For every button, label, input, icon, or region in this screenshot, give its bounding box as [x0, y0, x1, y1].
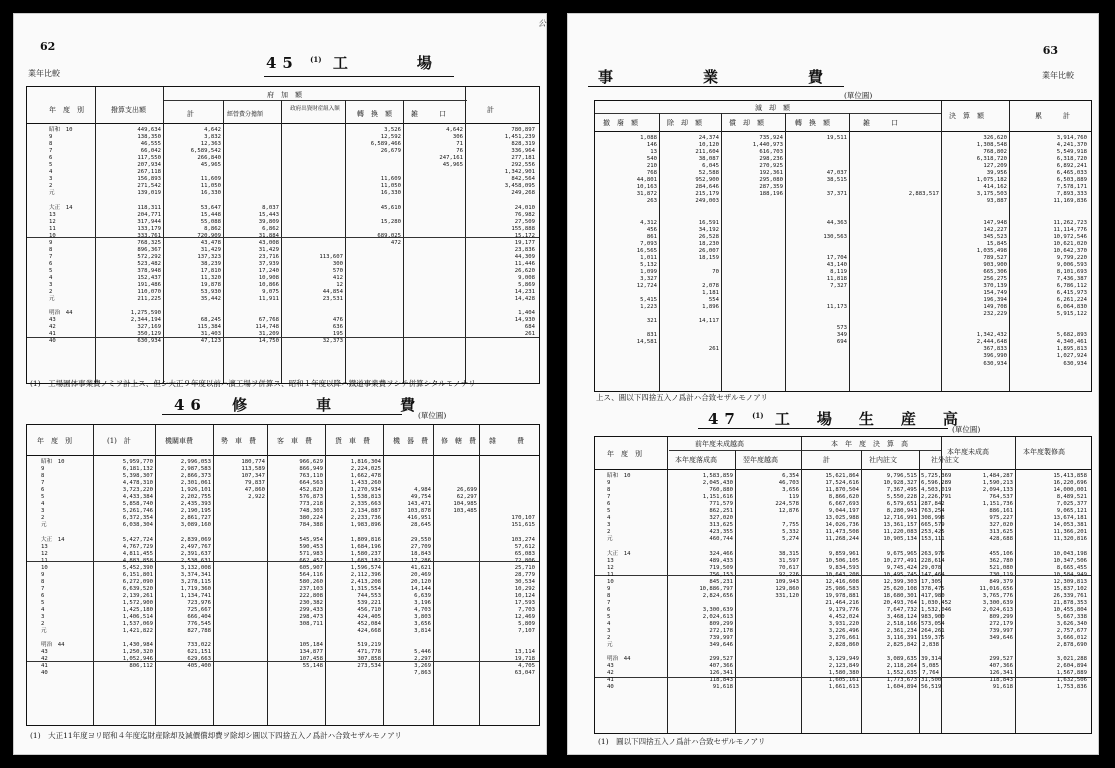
table-46-title — [174, 394, 421, 415]
data-column: 5,959,770 6,181,132 5,398,307 4,478,310 3,723,220 4,433,384 5,858,740 5,261,746 6,372,354 6,038,304 5,427,724 4,767,729 4,811,455 4,883,858 5,452,390 6,151,801 6,272,090 6,639,520 2,139,261 1,572,900 1,425,180 1,406,514 1,537,069 1,421,822 1,430,984 1,250,320 1,052,946 806,112 — [122, 459, 153, 670]
title-underline — [162, 414, 402, 415]
col-header-year: 年 度 別 — [49, 106, 84, 114]
col-header-year: 年 度 別 — [607, 450, 642, 458]
data-column: 5,725,369 6,596,289 4,503,019 2,226,791 287,842 763,254 308,998 665,579 253,425 153,111 263,976 228,614 29,078 147,464 17,305 378,475 417,980 1,030,452 1,532,046 983,900 573,054 264,261 159,375 2,838 39,314 5,085 7,764 31,500 56,519 — [921, 473, 952, 691]
col-header-4: 政府出資財産組入額 — [290, 106, 340, 112]
col-rule — [659, 113, 660, 391]
col-header-3: 計 — [823, 456, 830, 464]
col-rule — [155, 425, 156, 725]
data-column: 8,037 15,443 39,809 6,862 31,884 43,008 31,429 23,716 37,939 17,240 10,908 10,866 9,075 11,911 67,768 114,748 31,209 14,750 — [255, 204, 279, 345]
group-header: 府 加 額 — [267, 91, 302, 99]
col-header-6: 雑 口 — [411, 110, 446, 118]
year-column: 昭和 10 9 8 7 6 5 4 3 2 元 大正 14 13 12 11 10 9 8 7 6 5 4 3 2 元 明治 44 43 42 41 40 — [49, 127, 73, 345]
data-column: 1,816,304 2,224,025 1,662,478 1,433,260 1,270,934 1,538,813 2,335,663 2,134,887 2,233,736 1,983,896 1,809,816 1,684,196 1,580,237 1,683,182 1,596,574 2,112,396 2,413,208 1,315,554 744,553 539,221 456,710 424,405 452,084 424,668 519,219 471,778 307,858 273,534 — [350, 459, 381, 670]
page-number-left: 62 — [40, 40, 56, 53]
col-rule — [721, 113, 722, 391]
data-column: 2,996,053 2,987,583 2,866,373 2,301,061 1,926,101 2,202,755 2,435,393 2,190,195 2,861,727 3,089,160 2,839,069 2,497,767 2,391,637 2,538,631 3,132,008 3,374,341 3,278,115 1,719,360 1,134,741 723,976 725,667 666,404 776,545 827,788 733,022 621,151 629,663 405,400 — [180, 459, 211, 670]
col-rule — [919, 450, 920, 733]
col-rule — [785, 113, 786, 391]
page-number-right: 63 — [1042, 44, 1058, 57]
title-underline — [588, 86, 844, 87]
col-header-g: 累 計 — [1035, 112, 1070, 120]
col-rule — [735, 450, 736, 733]
data-column: 24,374 10,120 211,604 38,087 6,045 52,588 952,900 284,646 215,179 249,003 16,591 34,192 26,528 18,230 26,007 18,159 70 2,078 1,181 554 1,896 14,117 261 — [695, 135, 719, 353]
col-rule — [433, 425, 434, 725]
col-rule — [163, 87, 164, 383]
col-header-b: 除 却 額 — [667, 119, 702, 127]
col-rule — [849, 113, 850, 391]
title-underline — [698, 428, 948, 429]
data-column: 4,642 306 71 76 247,161 45,965 — [439, 127, 463, 169]
col-header-7: 本年度製修高 — [1023, 448, 1065, 456]
data-column: 15,621,864 17,524,616 11,870,504 8,866,620 6,667,693 9,044,197 13,025,988 14,026,736 11,473,508 11,268,244 9,859,961 10,506,105 9,834,593 10,643,208 12,416,608 25,986,583 19,978,881 21,464,216 9,179,776 4,452,024 3,931,220 3,226,496 3,276,661 2,828,860 3,129,949 2,123,849 1,580,380 1,605,161 1,661,613 — [825, 473, 859, 691]
table-45-title-text: 工 場 — [332, 54, 438, 72]
table-45-footnote-mark: (1) — [310, 55, 322, 64]
col-rule — [403, 100, 404, 383]
year-column: 昭和 10 9 8 7 6 5 4 3 2 元 大正 14 13 12 11 10 9 8 7 6 5 4 3 2 元 明治 44 43 42 41 40 — [607, 473, 631, 691]
right-page — [568, 14, 1098, 754]
col-rule — [345, 100, 346, 383]
col-rule — [667, 437, 668, 733]
data-column: 3,526 12,592 6,589,466 26,679 11,609 11,050 16,330 45,610 15,280 689,025 472 — [370, 127, 401, 246]
subtitle-right: 業年比較 — [1042, 71, 1074, 80]
header-divider — [669, 450, 941, 451]
data-column: 4,642 3,832 12,363 6,589,542 266,840 45,965 11,609 11,050 16,330 53,647 15,448 55,088 8,862 720,909 43,478 31,429 137,323 38,239 17,810 11,320 19,878 53,930 35,442 68,245 115,384 31,403 47,123 — [190, 127, 221, 345]
data-column: 170,107 151,615 103,274 57,612 65,083 72,806 25,710 28,779 30,534 10,292 10,124 17,593 7,703 12,469 5,809 7,107 13,114 19,718 4,705 63,047 — [511, 515, 535, 677]
data-column: 180,774 113,589 107,347 79,837 47,860 2,922 — [241, 459, 265, 501]
data-column: 1,583,859 2,045,430 760,880 1,151,616 771,579 862,251 327,020 313,625 423,355 460,744 324,466 489,433 719,509 756,153 845,231 10,886,797 2,824,656 3,300,639 2,024,613 809,299 272,178 739,997 349,646 299,527 407,366 126,341 118,843 91,618 — [699, 473, 733, 691]
data-column: 9,796,515 10,928,327 7,367,495 5,550,228 6,579,651 8,280,943 12,716,991 13,361,157 11,220,083 10,905,134 9,675,965 10,277,491 9,745,424 10,495,745 12,399,303 25,620,108 18,680,301 20,493,764 7,647,732 3,468,124 2,518,166 2,361,234 3,116,391 2,825,842 3,089,635 2,118,264 1,552,635 1,773,673 1,604,894 — [883, 473, 917, 691]
col-header-c: 償 却 額 — [729, 119, 764, 127]
group-header-2: 本 年 度 決 算 高 — [831, 440, 908, 448]
col-header-year: 年 度 別 — [37, 437, 72, 445]
col-rule — [213, 425, 214, 725]
continued-table-title: 事 業 費 — [598, 68, 844, 86]
group-header: 減 却 額 — [755, 104, 790, 112]
table-45-title — [266, 52, 438, 73]
continued-footnote: 上ス、圓以下四捨五入ノ爲計ハ合致セザルモノアリ — [596, 393, 768, 402]
col-header-d: 轉 換 額 — [795, 119, 830, 127]
col-rule — [267, 425, 268, 725]
col-header-1: (1) 計 — [107, 437, 131, 445]
data-column: 735,924 1,440,973 616,703 298,236 270,925 192,361 295,080 287,359 188,196 — [752, 135, 783, 198]
data-column: 26,699 62,297 104,985 103,485 — [453, 487, 477, 515]
data-column: 6,354 46,703 3,656 119 224,578 12,876 7,755 5,332 5,274 38,315 31,597 70,617 92,226 109,943 129,860 331,120 — [775, 473, 799, 599]
subtitle-left: 業年比較 — [28, 69, 60, 78]
data-column: 19,511 47,037 38,515 37,371 44,363 130,563 17,704 43,140 8,119 11,818 7,327 11,173 573 349 694 — [823, 135, 847, 346]
header-divider — [163, 100, 467, 101]
table-47 — [594, 436, 1092, 734]
data-column: 15,413,858 16,220,696 14,000,001 8,489,521 7,025,377 9,065,121 13,674,181 14,053,381 11,366,201 11,320,816 10,043,198 10,347,506 8,665,455 10,584,949 12,309,813 15,837,102 26,339,761 21,878,353 10,455,804 5,667,338 3,626,340 2,757,677 3,666,012 2,878,690 3,021,288 2,604,894 1,567,889 1,632,506 1,753,836 — [1053, 473, 1087, 691]
header-divider — [595, 113, 941, 114]
col-rule — [325, 425, 326, 725]
table-47-title-text: 工 場 生 産 高 — [774, 410, 964, 428]
col-rule — [479, 425, 480, 725]
data-column: 4,984 49,754 143,471 103,878 416,951 28,645 29,550 27,709 18,843 17,286 41,621 20,469 20,120 14,144 6,639 3,196 4,703 3,803 3,656 3,814 5,446 2,297 3,269 7,863 — [407, 487, 431, 677]
unit-label: (單位圓) — [844, 91, 873, 100]
table-47-title — [708, 408, 964, 429]
data-column: 966,629 866,949 763,110 664,563 452,820 576,873 773,218 748,303 380,224 784,388 545,954 590,453 571,983 662,452 605,907 564,116 580,260 237,103 222,808 230,382 299,433 298,473 308,711 105,184 134,877 107,458 55,148 — [299, 459, 323, 670]
table-47-number: 47 — [708, 410, 741, 428]
col-header-4: 客 車 費 — [277, 437, 312, 445]
table-47-unit: (單位圓) — [952, 425, 981, 434]
col-header-e: 雑 口 — [863, 119, 898, 127]
table-45-number: 45 — [266, 54, 299, 72]
col-header-6: 機 器 費 — [393, 437, 428, 445]
col-rule — [223, 100, 224, 383]
col-header-7: 計 — [487, 106, 494, 114]
col-header-5: 轉 換 額 — [357, 110, 392, 118]
table-46-footnote: (1) 大正11年度ヨリ昭和４年度迄財産除却及減價償却費ヲ除却シ圓以下四捨五入ノ爲計ハ合致セザルモノアリ — [30, 731, 402, 740]
table-46-title-text: 修 車 費 — [232, 396, 422, 414]
col-header-4: 社内註文 — [869, 456, 897, 464]
col-header-3: 勢 車 費 — [221, 437, 256, 445]
col-header-7: 修 轄 費 — [441, 437, 476, 445]
data-column: 113,607 300 570 412 12 44,854 23,531 476 636 195 32,373 — [319, 253, 343, 345]
col-rule — [801, 437, 802, 733]
data-column: 1,088 146 13 540 210 768 44,801 10,163 31,872 263 4,312 456 861 7,093 16,565 1,011 5,132 1,099 3,327 12,724 5,415 1,223 321 831 14,581 — [636, 135, 657, 346]
col-rule — [1009, 101, 1010, 391]
data-column: 449,634 138,350 46,555 66,042 117,550 207,934 267,118 156,893 271,542 139,019 118,311 204,771 317,944 133,179 333,761 768,325 896,367 572,292 523,482 378,948 152,437 191,486 110,070 211,225 1,275,590 2,344,194 327,169 350,129 630,934 — [130, 127, 161, 345]
table-47-footnote: (1) 圓以下四捨五入ノ爲計ハ合致セザルモノアリ — [598, 737, 766, 746]
col-header-6: 本年度未成高 — [947, 448, 989, 456]
table-47-footnote-mark: (1) — [752, 411, 764, 420]
table-46-unit: (單位圓) — [418, 411, 447, 420]
col-header-8: 雜 費 — [489, 437, 524, 445]
table-46 — [26, 424, 540, 726]
col-rule — [95, 87, 96, 383]
table-45-footnote: (1) 工場園体事業費ノミヲ計上ス、但シ大正９年度以前ハ濱工場ヲ併算ス、昭和１年度以降ハ鐡道事業費ヲシテ併算シタルモノナリ — [30, 379, 476, 388]
data-column: 780,897 1,451,239 828,319 336,964 277,181 292,556 1,342,901 842,564 3,458,095 249,268 24,010 76,982 27,509 155,888 15,172 19,177 23,836 44,309 11,446 26,620 9,008 5,869 14,231 14,428 1,404 14,930 684 261 — [504, 127, 535, 338]
group-header-1: 前年度未成越高 — [695, 440, 744, 448]
col-header-2: 機關車費 — [165, 437, 193, 445]
col-header-5: 貨 車 費 — [335, 437, 370, 445]
margin-note: 公 — [538, 19, 546, 28]
col-rule — [861, 450, 862, 733]
col-rule — [281, 100, 282, 383]
col-header-5: 社外註文 — [931, 456, 959, 464]
year-column: 昭和 10 9 8 7 6 5 4 3 2 元 大正 14 13 12 11 10 9 8 7 6 5 4 3 2 元 明治 44 43 42 41 40 — [41, 459, 65, 677]
col-header-1: 撥算支出額 — [111, 106, 146, 114]
col-rule — [465, 87, 466, 383]
col-header-1: 本年度落成高 — [675, 456, 717, 464]
col-header-3: 經營費分擔額 — [227, 111, 264, 118]
col-header-2: 計 — [187, 110, 194, 118]
col-rule — [1015, 437, 1016, 733]
col-rule — [383, 425, 384, 725]
col-header-f: 決 算 額 — [949, 112, 984, 120]
col-rule — [941, 101, 942, 391]
title-underline — [264, 76, 454, 77]
table-45 — [26, 86, 540, 384]
left-page — [14, 14, 546, 754]
data-column: 326,620 1,308,548 768,802 6,318,720 127,209 39,956 1,075,182 414,162 3,175,503 93,887 147,948 142,227 345,523 15,845 1,035,498 789,527 903,900 665,306 256,275 370,139 154,749 196,394 149,708 232,229 1,342,432 2,444,648 367,833 396,990 630,934 — [976, 135, 1007, 367]
col-header-a: 撤 廢 額 — [603, 119, 638, 127]
col-header-2: 翌年度越高 — [743, 456, 778, 464]
table-46-number: 46 — [174, 396, 207, 414]
col-rule — [93, 425, 94, 725]
data-column: 1,484,287 1,590,213 2,094,133 764,537 1,151,736 886,161 975,227 327,020 313,625 428,688 455,106 362,780 521,080 730,119 849,379 11,016,656 3,765,776 3,300,639 2,024,613 809,299 272,179 739,997 349,646 299,527 407,366 126,341 118,843 91,618 — [979, 473, 1013, 691]
continued-table — [594, 100, 1092, 392]
data-column: 3,914,760 4,241,370 5,549,918 6,318,720 6,892,241 6,465,033 6,503,889 7,578,171 7,893,333 11,169,836 11,262,723 11,114,776 10,972,546 10,621,020 10,642,370 9,799,220 9,006,593 8,101,693 7,436,387 6,786,112 6,415,973 6,261,224 6,064,830 5,915,122 5,682,893 4,340,461 1,895,813 1,027,924 630,934 — [1053, 135, 1087, 367]
data-column: 2,883,517 — [908, 191, 939, 198]
